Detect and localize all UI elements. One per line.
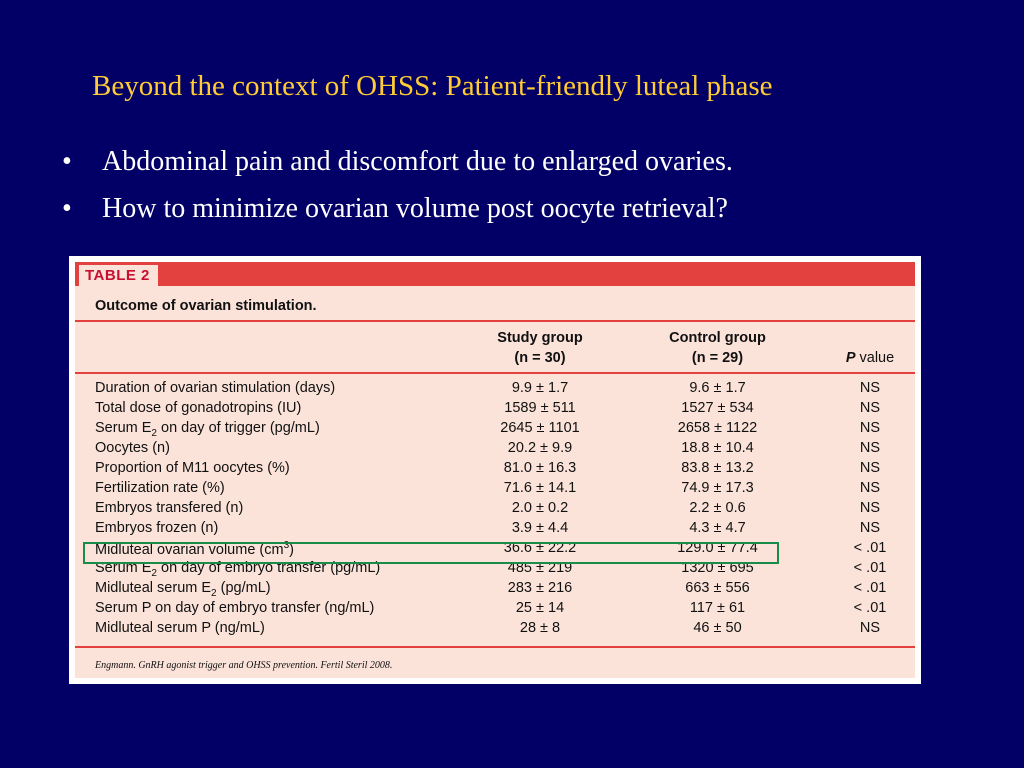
study-value: 9.9 ± 1.7 — [511, 380, 569, 396]
p-value: NS — [859, 400, 881, 416]
study-value: 81.0 ± 16.3 — [503, 460, 577, 476]
p-value: < .01 — [853, 560, 887, 576]
table-row — [75, 578, 915, 598]
row-label — [95, 580, 271, 599]
table-row — [75, 498, 915, 518]
p-value-suffix: value — [855, 350, 895, 366]
table-row — [75, 478, 915, 498]
p-value-header — [830, 348, 910, 368]
row-label: Midluteal serum P (ng/mL) — [95, 620, 265, 636]
study-group-header — [475, 328, 605, 368]
p-value: NS — [859, 480, 881, 496]
study-group-n: (n = 30) — [514, 350, 566, 366]
table-tag-bar — [75, 262, 915, 286]
study-value: 25 ± 14 — [515, 600, 565, 616]
table-row — [75, 518, 915, 538]
p-value: NS — [859, 460, 881, 476]
header-rule — [75, 372, 915, 374]
row-label-subscript: 2 — [151, 567, 157, 579]
study-value: 283 ± 216 — [507, 580, 573, 596]
row-label — [95, 420, 320, 439]
study-value: 36.6 ± 22.2 — [503, 540, 577, 556]
table-row — [75, 618, 915, 638]
control-value: 2.2 ± 0.6 — [689, 500, 746, 516]
row-label-subscript: 2 — [211, 587, 217, 599]
row-label-text: Serum E — [95, 560, 152, 576]
table-row — [75, 398, 915, 418]
p-value: < .01 — [853, 540, 887, 556]
table-panel — [75, 262, 915, 678]
control-value: 46 ± 50 — [693, 620, 742, 636]
study-value: 71.6 ± 14.1 — [503, 480, 577, 496]
row-label-text: Midluteal ovarian volume (cm — [95, 541, 284, 558]
row-label-subscript: 2 — [151, 427, 157, 439]
row-label-text: Serum E — [95, 420, 152, 436]
table-row — [75, 438, 915, 458]
control-value: 4.3 ± 4.7 — [689, 520, 746, 536]
table-body — [75, 378, 915, 638]
row-label: Total dose of gonadotropins (IU) — [95, 400, 302, 416]
control-group-n: (n = 29) — [691, 350, 744, 366]
control-value: 9.6 ± 1.7 — [689, 380, 746, 396]
control-value: 18.8 ± 10.4 — [681, 440, 754, 456]
p-value: NS — [859, 520, 881, 536]
bullet-list — [62, 138, 733, 232]
bullet-item — [62, 138, 733, 185]
control-value: 117 ± 61 — [689, 600, 746, 616]
bullet-item — [62, 185, 733, 232]
control-value: 83.8 ± 13.2 — [681, 460, 754, 476]
row-label: Embryos frozen (n) — [95, 520, 219, 536]
control-group-header — [650, 328, 785, 368]
row-label-text: Midluteal serum E — [95, 580, 212, 596]
p-value: NS — [859, 440, 881, 456]
control-value: 1320 ± 695 — [681, 560, 754, 576]
control-value: 129.0 ± 77.4 — [677, 540, 758, 556]
control-value: 663 ± 556 — [685, 580, 750, 596]
table-figure — [69, 256, 921, 684]
table-row — [75, 598, 915, 618]
row-label: Proportion of M11 oocytes (%) — [95, 460, 290, 476]
p-value: NS — [859, 620, 881, 636]
caption-rule — [75, 320, 915, 322]
row-label: Embryos transfered (n) — [95, 500, 244, 516]
control-value: 1527 ± 534 — [681, 400, 754, 416]
p-value-italic: P — [845, 350, 856, 366]
table-source: Engmann. GnRH agonist trigger and OHSS prevention. Fertil Steril 2008. — [95, 660, 393, 671]
row-label: Duration of ovarian stimulation (days) — [95, 380, 336, 396]
study-value: 485 ± 219 — [507, 560, 573, 576]
control-value: 74.9 ± 17.3 — [681, 480, 754, 496]
study-value: 1589 ± 511 — [504, 400, 576, 416]
row-label: Fertilization rate (%) — [95, 480, 225, 496]
table-row — [75, 458, 915, 478]
study-value: 28 ± 8 — [519, 620, 561, 636]
table-caption: Outcome of ovarian stimulation. — [95, 298, 317, 314]
study-value: 3.9 ± 4.4 — [511, 520, 569, 536]
row-label-text: ) — [289, 541, 294, 558]
row-label: Serum P on day of embryo transfer (ng/mL) — [95, 600, 375, 616]
p-value: < .01 — [853, 580, 887, 596]
highlight-box — [83, 542, 779, 564]
row-label-text: (pg/mL) — [216, 580, 271, 596]
p-value: NS — [859, 500, 881, 516]
row-label-text: on day of trigger (pg/mL) — [156, 420, 320, 436]
row-label-superscript: 3 — [283, 540, 290, 551]
table-row — [75, 418, 915, 438]
slide-title: Beyond the context of OHSS: Patient-friendly luteal phase — [92, 70, 773, 102]
study-value: 2645 ± 1101 — [500, 420, 580, 436]
table-row — [75, 378, 915, 398]
p-value: < .01 — [853, 600, 887, 616]
bullet-text: How to minimize ovarian volume post oocyte retrieval? — [102, 193, 728, 224]
study-value: 2.0 ± 0.2 — [511, 500, 569, 516]
control-value: 2658 ± 1122 — [677, 420, 758, 436]
bullet-glyph: • — [62, 193, 72, 224]
bullet-text: Abdominal pain and discomfort due to enlarged ovaries. — [102, 146, 733, 177]
body-rule — [75, 646, 915, 648]
row-label: Oocytes (n) — [95, 440, 170, 456]
study-group-title: Study group — [497, 330, 583, 346]
bullet-glyph: • — [62, 146, 72, 177]
p-value: NS — [859, 380, 881, 396]
table-tag: TABLE 2 — [79, 265, 158, 286]
row-label-text: on day of embryo transfer (pg/mL) — [156, 560, 381, 576]
study-value: 20.2 ± 9.9 — [507, 440, 573, 456]
control-group-title: Control group — [669, 330, 766, 346]
p-value: NS — [859, 420, 881, 436]
